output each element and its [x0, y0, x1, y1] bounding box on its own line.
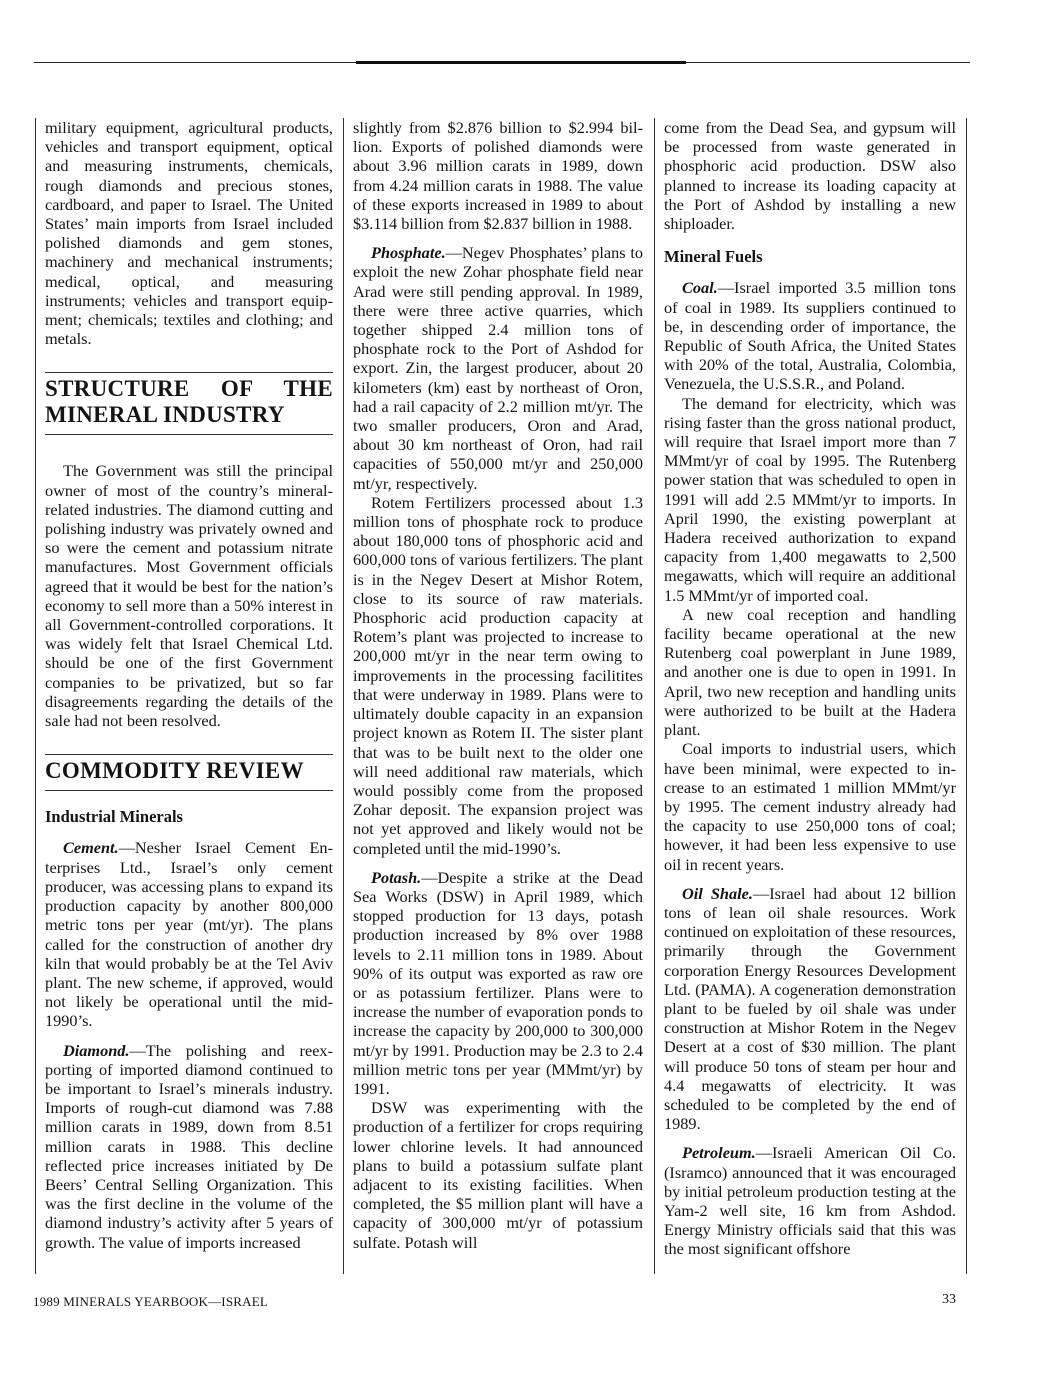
paragraph-electricity-demand: The demand for electricity, which was rising faster than the gross national product, will require that Israel import more than 7 MMmt/yr of coal by 1995. The Rutenberg power station that was scheduled to open in 1991 will add 2.5 MMmt/yr to imports. In April 1990, the existing powerplant at Hadera received authorization to expand capacity from 1,400 megawatts to 2,500 megawatts, which will require an additional 1.5 MMmt/yr of imported coal. — [664, 393, 956, 605]
section-rule — [45, 372, 333, 373]
runin-diamond: Diamond. — [63, 1040, 130, 1060]
runin-oil-shale: Oil Shale. — [682, 883, 753, 903]
paragraph-structure: The Government was still the principal owner of most of the country’s mineral-related industries. The diamond cutting and polishing industry was privately owned and so were the cement and potassium nitrate manufactures. Most Government officials agreed that it would be best for the nation’s economy to sell more than a 50% interest in all Government-controlled corporations. It was widely felt that Israel Chemical Ltd. should be one of the first Government companies to be privatized, but so far disagreements regarding the details of the sale had not been resolved. — [45, 461, 333, 731]
subheading-mineral-fuels: Mineral Fuels — [664, 247, 763, 267]
text-cement: —Nesher Israel Cement Enterprises Ltd., Israel’s only cement producer, was accessing plans to expand its production capacity by another 800,000 metric tons per year (mt/yr). The plans called for the construction of another dry kiln that would probably be at the Tel Aviv plant. The new scheme, if approved, would not likely be operational until the mid-1990’s. — [45, 838, 333, 1031]
text-petroleum: —Israeli American Oil Co. (Isramco) announced that it was encouraged by initial petroleum production testing at the Yam-2 well site, 16 km from Ashdod. Energy Ministry officials said that this was the most significant offshore — [664, 1143, 956, 1259]
paragraph-phosphate — [353, 243, 643, 493]
section-heading-structure: STRUCTURE OF THE MINERAL INDUSTRY — [45, 376, 333, 428]
top-rule-accent — [356, 61, 686, 64]
runin-cement: Cement. — [63, 838, 119, 858]
column-rule — [966, 118, 967, 1274]
paragraph-rotem: Rotem Fertilizers processed about 1.3 million tons of phosphate rock to produce about 180,000 tons of phosphoric acid and 600,000 tons of various fertilizers. The plant is in the Negev Desert at Mishor Rotem, close to its source of raw materials. Phosphoric acid production capacity at Rotem’s plant was projected to increase to 200,000 mt/yr in the near term owing to improvements in the processing facilitites that were underway in 1989. Plans were to ultimately double capacity in an expansion project known as Rotem II. The sister plant that was to be built next to the older one will need additional raw materials, which would possibly come from the proposed Zohar deposit. The expansion project was not yet approved and likely would not be completed until the mid-1990’s. — [353, 492, 643, 858]
column-2 — [353, 118, 643, 1274]
paragraph-diamond — [45, 1041, 333, 1252]
section-rule — [45, 754, 333, 755]
column-rule — [654, 118, 655, 1274]
subheading-industrial-minerals: Industrial Minerals — [45, 807, 183, 827]
column-rule — [343, 118, 344, 1274]
text-coal: —Israel imported 3.5 million tons of coal in 1989. Its suppliers continued to be, in descending order of importance, the Republic of South Africa, the United States with 20% of the total, Australia, Colombia, Venezuela, the U.S.S.R., and Poland. — [664, 278, 956, 394]
column-rule — [35, 118, 36, 1274]
column-1 — [45, 118, 333, 1274]
text-potash: —Despite a strike at the Dead Sea Works (DSW) in April 1989, which stopped production for 13 days, potash production increased by 8% over 1988 levels to 2.11 million tons in 1989. About 90% of its output was exported as raw ore or as potassium fertilizer. Plans were to increase the number of evaporation ponds to increase the capacity by 200,000 to 300,000 mt/yr by 1991. Production may be 2.3 to 2.4 million metric tons per year (MMmt/yr) by 1991. — [353, 867, 643, 1098]
runin-coal: Coal. — [682, 278, 718, 298]
paragraph-coal — [664, 278, 956, 393]
paragraph-coal-imports: Coal imports to industrial users, which have been minimal, were expected to increase to an estimated 1 million MMmt/yr by 1995. The cement industry already had the capacity to use 250,000 tons of coal; however, it had been less expensive to use oil in recent years. — [664, 739, 956, 874]
paragraph-petroleum — [664, 1143, 956, 1258]
text-diamond: —The polishing and reexporting of imported diamond continued to be important to Israel’s minerals industry. Imports of rough-cut diamond was 7.88 million carats in 1989, down from 8.51 million carats in 1988. This decline reflected price increases initiated by De Beers’ Central Selling Organization. This was the first decline in the volume of the diamond industry’s activity after 5 years of growth. The value of imports increased — [45, 1040, 333, 1252]
text-oil-shale: —Israel had about 12 billion tons of lean oil shale resources. Work continued on exploitation of these resources, primarily through the Government corporation Energy Resources Development Ltd. (PAMA). A cogeneration demonstration plant to be fueled by oil shale was under construction at Mishor Rotem in the Negev Desert at a cost of $30 million. The plant will produce 50 tons of steam per hour and 4.4 megawatts of electricity. It was scheduled to be completed by the end of 1989. — [664, 883, 956, 1134]
paragraph-cement — [45, 838, 333, 1030]
paragraph-coal-facility: A new coal reception and handling facility became operational at the new Rutenberg coal powerplant in June 1989, and another one is due to open in 1991. In April, two new reception and handling units were authorized to be built at the Hadera plant. — [664, 604, 956, 740]
runin-potash: Potash. — [371, 867, 422, 887]
section-heading-commodity: COMMODITY REVIEW — [45, 758, 304, 784]
paragraph-diamond-cont: slightly from $2.876 billion to $2.994 billion. Exports of polished diamonds were about 3.96 million carats in 1989, down from 4.24 million carats in 1988. The value of these exports increased in 1989 to about $3.114 billion from $2.837 billion in 1988. — [353, 118, 643, 234]
paragraph-potash — [353, 868, 643, 1098]
runin-phosphate: Phosphate. — [371, 243, 446, 263]
paragraph-oil-shale — [664, 884, 956, 1134]
runin-petroleum: Petroleum. — [682, 1143, 756, 1163]
running-footer: 1989 MINERALS YEARBOOK—ISRAEL — [33, 1294, 268, 1309]
column-3 — [664, 118, 956, 1274]
page-number: 33 — [942, 1292, 956, 1307]
paragraph-potash-cont: come from the Dead Sea, and gypsum will be processed from waste generated in phosphoric acid production. DSW also planned to increase its loading capacity at the Port of Ashdod by installing a new shiploader. — [664, 118, 956, 234]
paragraph-imports: military equipment, agricultural products, vehicles and transport equipment, optical and measuring instruments, chemicals, rough diamonds and precious stones, cardboard, and paper to Israel. The United States’ main imports from Israel included polished diamonds and gem stones, machinery and mechanical instruments; medical, optical, and measuring instruments; vehicles and transport equipment; chemicals; textiles and clothing; and metals. — [45, 118, 333, 349]
text-phosphate: —Negev Phosphates’ plans to exploit the new Zohar phosphate field near Arad were still pending approval. In 1989, there were three active quarries, which together shipped 2.4 million tons of phosphate rock to the Port of Ashdod for export. Zin, the largest producer, about 20 kilometers (km) east by northeast of Oron, had a rail capacity of 2.2 million mt/yr. The two smaller producers, Oron and Arad, about 30 km northeast of Oron, had rail capacities of 550,000 mt/yr and 250,000 mt/yr, respectively. — [353, 243, 643, 493]
paragraph-dsw: DSW was experimenting with the production of a fertilizer for crops requiring lower chlorine levels. It had announced plans to build a potassium sulfate plant adjacent to its existing facilities. When completed, the $5 million plant will have a capacity of 300,000 mt/yr of potassium sulfate. Potash will — [353, 1098, 643, 1252]
